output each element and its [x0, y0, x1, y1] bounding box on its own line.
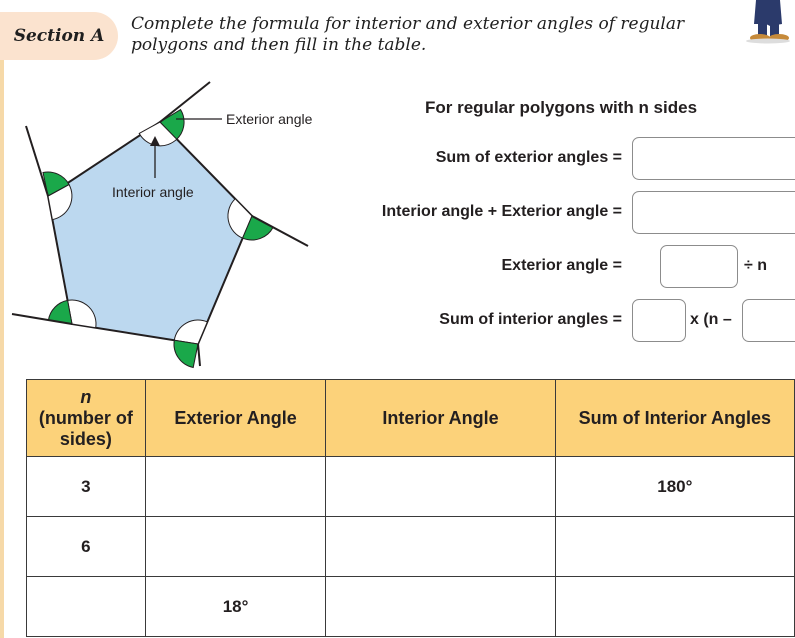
- cell-sum-interior-angles[interactable]: [555, 517, 794, 577]
- pentagon-diagram: [0, 70, 330, 370]
- cell-sum-interior-angles[interactable]: 180°: [555, 457, 794, 517]
- exterior-angle-formula-label: Exterior angle =: [501, 257, 622, 274]
- cell-interior-angle[interactable]: [326, 517, 555, 577]
- cell-interior-angle[interactable]: [326, 457, 555, 517]
- exterior-angle-label: Exterior angle: [226, 111, 313, 127]
- cell-exterior-angle[interactable]: [145, 457, 326, 517]
- exterior-angle-answer-box[interactable]: [660, 245, 738, 288]
- cell-n[interactable]: 3: [27, 457, 146, 517]
- instruction-text: Complete the formula for interior and exterior angles of regular polygons and then fill in the table.: [131, 14, 685, 55]
- cell-sum-interior-angles[interactable]: [555, 577, 794, 637]
- sum-interior-factor-box[interactable]: [632, 299, 686, 342]
- cartoon-character-icon: [740, 0, 795, 44]
- cell-exterior-angle[interactable]: 18°: [145, 577, 326, 637]
- header-n: [27, 380, 146, 457]
- section-badge: Section A: [0, 12, 118, 60]
- table-row: [27, 577, 795, 637]
- interior-angle-label: Interior angle: [112, 184, 194, 200]
- table-row: [27, 517, 795, 577]
- sum-interior-formula-label: Sum of interior angles =: [439, 311, 622, 328]
- sum-exterior-label: Sum of exterior angles =: [435, 149, 622, 166]
- table-header-row: [27, 380, 795, 457]
- sum-exterior-answer-box[interactable]: [632, 137, 795, 180]
- times-n-minus-text: x (n –: [690, 311, 732, 328]
- header-n-symbol: n: [80, 386, 92, 407]
- formula-title: For regular polygons with n sides: [425, 98, 698, 117]
- cell-exterior-angle[interactable]: [145, 517, 326, 577]
- table-row: [27, 457, 795, 517]
- sum-interior-subtract-box[interactable]: [742, 299, 795, 342]
- header-interior-angle: Interior Angle: [326, 380, 555, 457]
- header-sum-interior-angles: Sum of Interior Angles: [555, 380, 794, 457]
- interior-plus-exterior-label: Interior angle + Exterior angle =: [381, 203, 622, 220]
- cell-n[interactable]: 6: [27, 517, 146, 577]
- divide-by-n-text: ÷ n: [744, 257, 767, 274]
- interior-plus-exterior-answer-box[interactable]: [632, 191, 795, 234]
- header-n-description: (number of sides): [38, 407, 133, 449]
- cell-interior-angle[interactable]: [326, 577, 555, 637]
- angles-table: [26, 379, 795, 637]
- header-exterior-angle: Exterior Angle: [145, 380, 326, 457]
- cell-n[interactable]: [27, 577, 146, 637]
